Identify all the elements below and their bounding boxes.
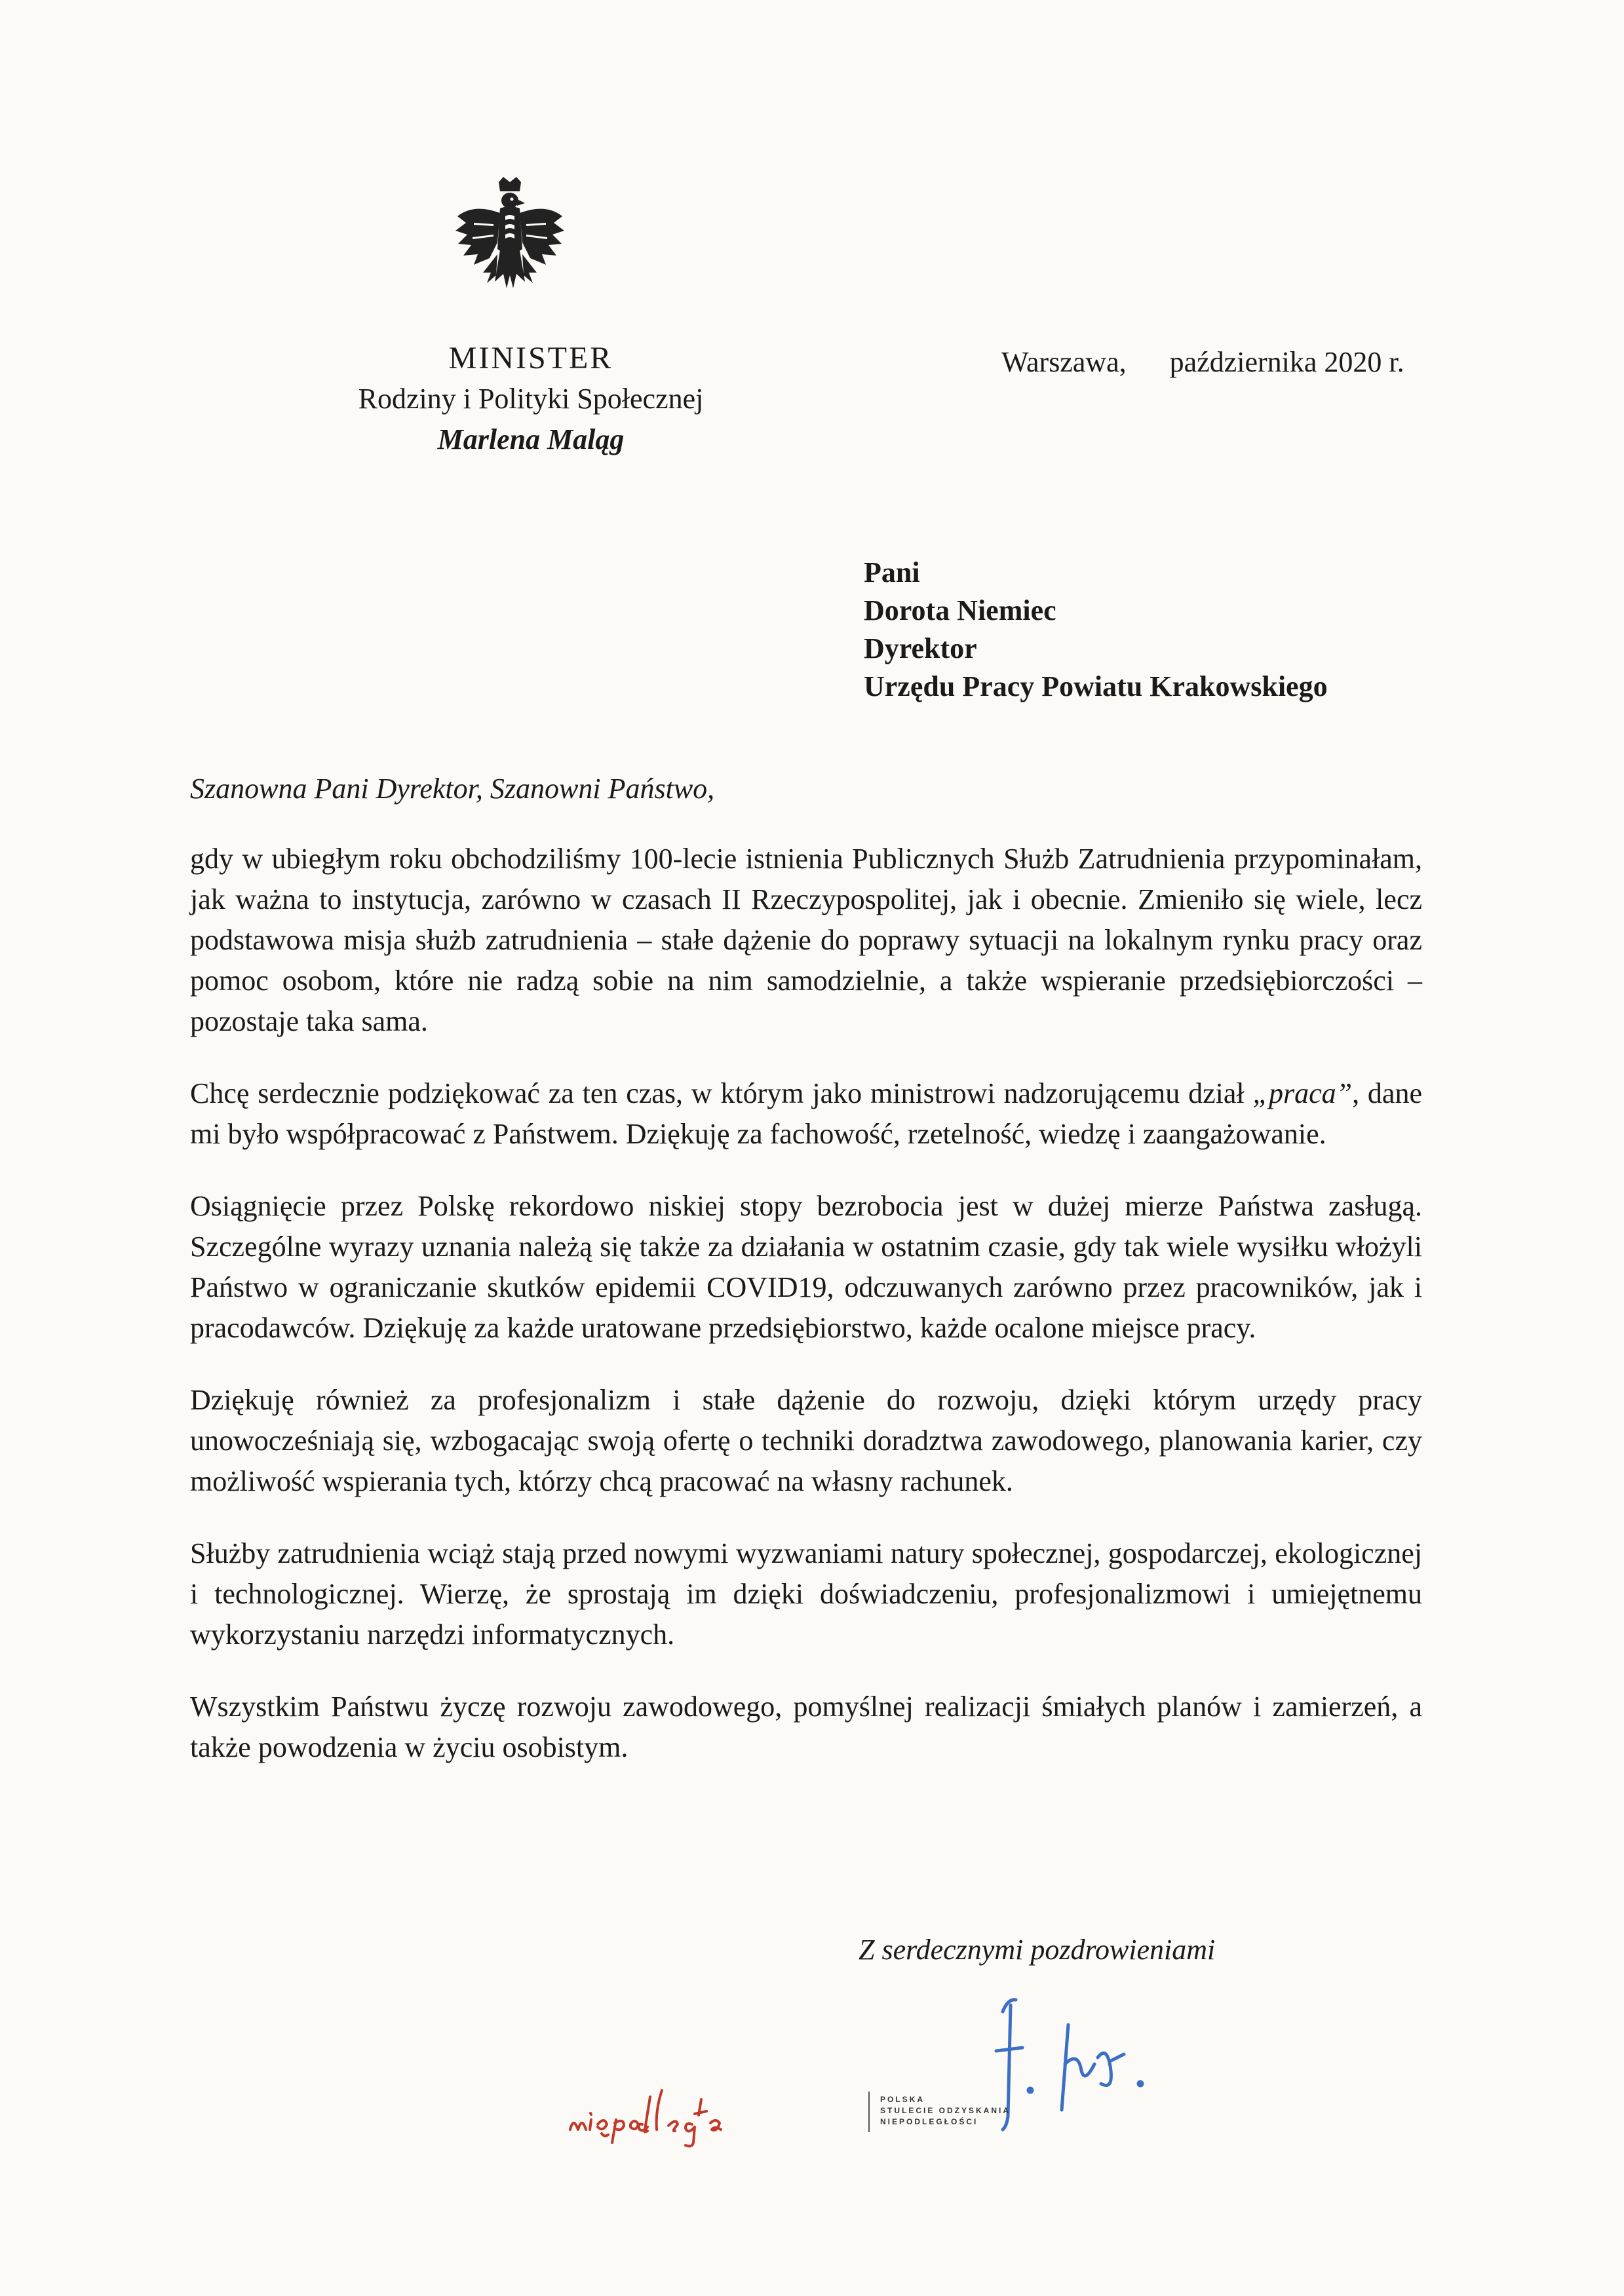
paragraph — [190, 1073, 1422, 1155]
recipient-line: Urzędu Pracy Powiatu Krakowskiego — [864, 670, 1328, 702]
recipient-block — [864, 554, 1328, 706]
paragraph: Osiągnięcie przez Polskę rekordowo niskiej stopy bezrobocia jest w dużej mierze Państwa zasługą. Szczególne wyrazy uznania należą się także za działania w ostatnim czasie, gdy tak wiele wysiłku włożyli Państwo w ograniczanie skutków epidemii COVID19, odczuwanych zarówno przez pracowników, jak i pracodawców. Dziękuję za każde uratowane przedsiębiorstwo, każde ocalone miejsce pracy. — [190, 1190, 1422, 1344]
sender-ministry: Rodziny i Polityki Społecznej — [358, 383, 704, 415]
sender-name: Marlena Maląg — [437, 423, 625, 455]
centenary-logo-text — [880, 2094, 1011, 2128]
paragraph: gdy w ubiegłym roku obchodziliśmy 100-lecie istnienia Publicznych Służb Zatrudnienia przypominałam, jak ważna to instytucja, zarówno w czasach II Rzeczypospolitej, jak i obecnie. Zmieniło się wiele, lecz podstawowa misja służb zatrudnienia – stałe dążenie do poprawy sytuacji na lokalnym rynku pracy oraz pomoc osobom, które nie radzą sobie na nim samodzielnie, a także wspieranie przedsiębiorczości – pozostaje taka sama. — [190, 843, 1422, 1037]
paragraph-text: , dane mi było współpracować z Państwem. Dziękuję za fachowość, rzetelność, wiedzę i zaangażowanie. — [190, 1077, 1422, 1150]
paragraph: Służby zatrudnienia wciąż stają przed nowymi wyzwaniami natury społecznej, gospodarczej, ekologicznej i technologicznej. Wierzę, że sprostają im dzięki doświadczeniu, profesjonalizmowi i umiejętnemu wykorzystaniu narzędzi informatycznych. — [190, 1537, 1422, 1651]
logo-divider — [868, 2092, 870, 2132]
logo-line: NIEPODLEGŁOŚCI — [880, 2117, 978, 2126]
closing: Z serdecznymi pozdrowieniami — [859, 1934, 1216, 1966]
paragraph: Wszystkim Państwu życzę rozwoju zawodowego, pomyślnej realizacji śmiałych planów i zamierzeń, a także powodzenia w życiu osobistym. — [190, 1691, 1422, 1763]
polish-eagle-icon — [454, 177, 566, 311]
recipient-line: Dorota Niemiec — [864, 594, 1056, 626]
recipient-line: Pani — [864, 556, 920, 588]
sender-title: MINISTER — [448, 341, 613, 375]
paragraph-italic: „praca” — [1252, 1077, 1353, 1109]
niepodlegla-wordmark-logo — [564, 2077, 852, 2149]
sender-block — [321, 337, 741, 461]
logo-line: POLSKA — [880, 2095, 925, 2104]
logo-line: STULECIE ODZYSKANIA — [880, 2106, 1011, 2115]
paragraph-text: Chcę serdecznie podziękować za ten czas, w którym jako ministrowi nadzorującemu dział — [190, 1077, 1253, 1109]
letter-body — [190, 839, 1422, 1799]
dateline: Warszawa, października 2020 r. — [1001, 346, 1404, 378]
recipient-line: Dyrektor — [864, 632, 977, 664]
salutation: Szanowna Pani Dyrektor, Szanowni Państwo, — [190, 773, 715, 805]
paragraph: Dziękuję również za profesjonalizm i stałe dążenie do rozwoju, dzięki którym urzędy pracy unowocześniają się, wzbogacając swoją ofertę o techniki doradztwa zawodowego, planowania karier, czy możliwość wspierania tych, którzy chcą pracować na własny rachunek. — [190, 1384, 1422, 1497]
